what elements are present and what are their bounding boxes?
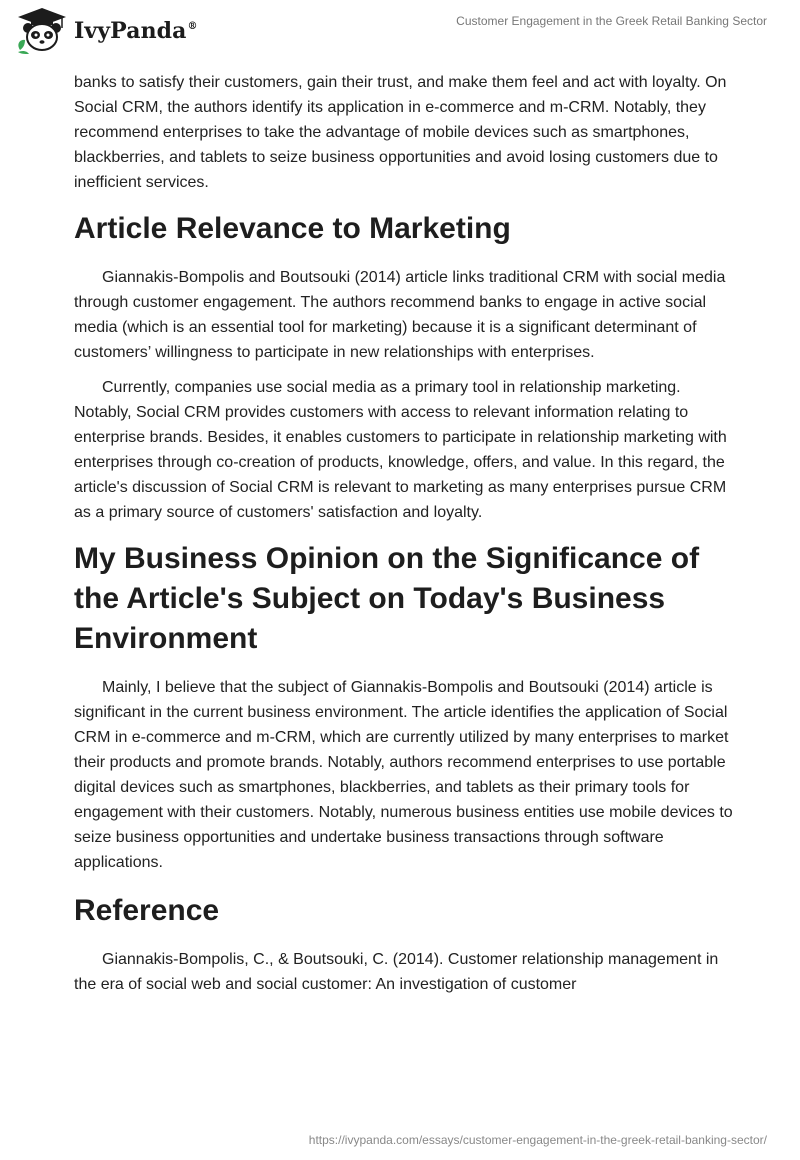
relevance-paragraph-2: Currently, companies use social media as a primary tool in relationship marketing. Notably, Social CRM provides customers with access to relevant information relating to enterprise brands. Besides, it enables customers to participate in relationship marketing with enterprises through co-creation of products, knowledge, offers, and value. In this regard, the article's discussion of Social CRM is relevant to marketing as many enterprises pursue CRM as a primary source of customers' satisfaction and loyalty. [74,379,727,521]
intro-paragraph: banks to satisfy their customers, gain their trust, and make them feel and act with loyalty. On Social CRM, the authors identify its application in e-commerce and m-CRM. Notably, they recommend enterprises to take the advantage of mobile devices such as smartphones, blackberries, and tablets to seize business opportunities and avoid losing customers due to inefficient services. [74,74,727,191]
panda-graduate-icon [14,6,70,54]
reference-heading: Reference [74,894,220,927]
opinion-paragraph-1: Mainly, I believe that the subject of Giannakis-Bompolis and Boutsouki (2014) article is significant in the current business environment. The article identifies the application of Social CRM in e-commerce and m-CRM, which are currently utilized by many enterprises to market their products and promote brands. Notably, authors recommend enterprises to use portable digital devices such as smartphones, blackberries, and tablets as their primary tools for engagement with their customers. Notably, numerous business entities use mobile devices to seize business opportunities and undertake business transactions through software applications. [74,679,733,871]
ivypanda-logo[interactable] [14,6,198,54]
opinion-heading: My Business Opinion on the Significance of the Article's Subject on Today's Business Environment [74,542,700,655]
essay-content [74,70,734,997]
relevance-paragraph-1: Giannakis-Bompolis and Boutsouki (2014) article links traditional CRM with social media through customer engagement. The authors recommend banks to engage in active social media (which is an essential tool for marketing) because it is a significant determinant of customers’ willingness to participate in new relationships with enterprises. [74,269,726,361]
page-header [0,0,800,62]
document-title: Customer Engagement in the Greek Retail Banking Sector [456,14,767,28]
reference-entry: Giannakis-Bompolis, C., & Boutsouki, C. (2014). Customer relationship management in the era of social web and social customer: An investigation of customer [74,951,719,993]
relevance-heading: Article Relevance to Marketing [74,212,511,245]
source-url[interactable]: https://ivypanda.com/essays/customer-engagement-in-the-greek-retail-banking-sector/ [308,1133,767,1147]
brand-name: IvyPanda® [74,18,198,44]
